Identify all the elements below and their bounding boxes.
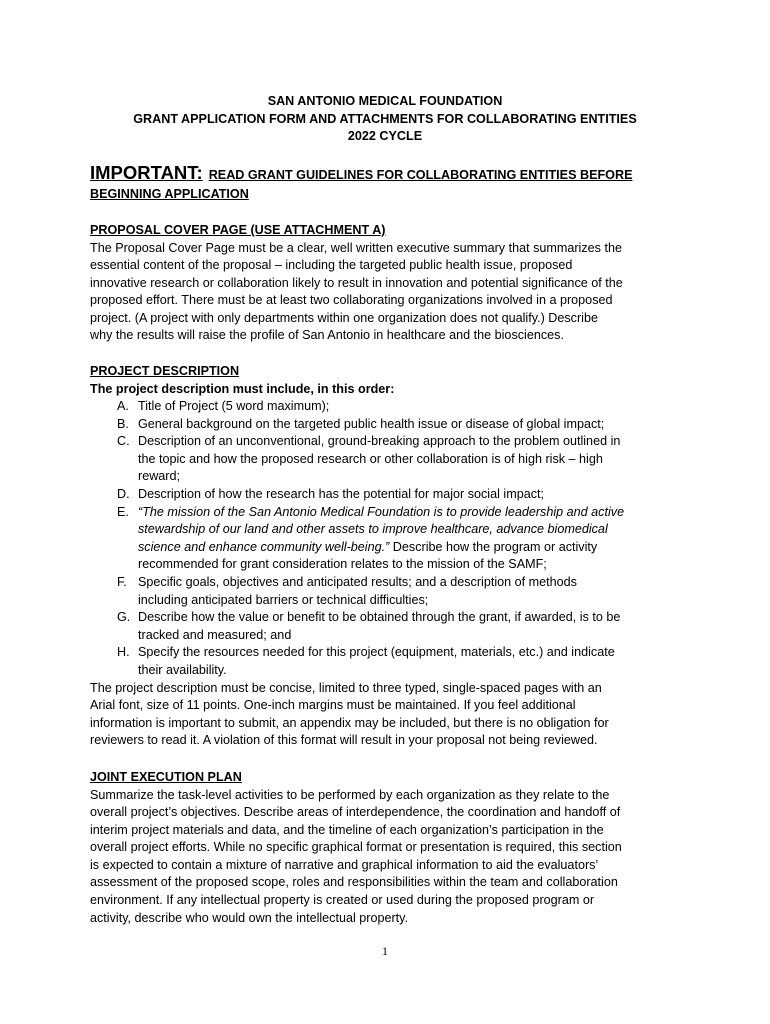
mission-quote-line: “The mission of the San Antonio Medical Foundation is to provide leadership and active <box>138 504 625 519</box>
closing-line: information is important to submit, an appendix may be included, but there is no obligation for <box>90 715 609 730</box>
closing-line: The project description must be concise, limited to three typed, single-spaced pages with an <box>90 680 602 695</box>
cover-page-line: project. (A project with only departments within one organization does not qualify.) Describe <box>90 310 598 325</box>
important-text-line1: READ GRANT GUIDELINES FOR COLLABORATING ENTITIES BEFORE <box>208 168 633 182</box>
list-item-line: Title of Project (5 word maximum); <box>138 399 330 414</box>
list-marker: G. <box>117 610 131 625</box>
cover-page-line: why the results will raise the profile of San Antonio in healthcare and the biosciences. <box>90 328 564 343</box>
list-item <box>90 433 690 486</box>
cover-page-line: essential content of the proposal – including the targeted public health issue, proposed <box>90 258 573 273</box>
closing-line: reviewers to read it. A violation of this format will result in your proposal not being reviewed. <box>90 733 598 748</box>
project-description-subtitle: The project description must include, in this order: <box>90 381 395 396</box>
list-item <box>90 574 690 609</box>
header-cycle: 2022 CYCLE <box>347 129 423 143</box>
header-org-name: SAN ANTONIO MEDICAL FOUNDATION <box>267 94 503 108</box>
list-item-line: reward; <box>138 469 180 484</box>
list-item-line: Describe how the program or activity <box>389 539 598 554</box>
list-item-line: Description of an unconventional, ground-breaking approach to the problem outlined in <box>138 434 621 449</box>
cover-page-line: proposed effort. There must be at least two collaborating organizations involved in a proposed <box>90 293 613 308</box>
header-form-title: GRANT APPLICATION FORM AND ATTACHMENTS FOR COLLABORATING ENTITIES <box>133 111 637 126</box>
list-marker: F. <box>117 575 127 590</box>
joint-plan-line: environment. If any intellectual property is created or used during the proposed program or <box>90 893 595 908</box>
joint-plan-title: JOINT EXECUTION PLAN <box>90 770 242 784</box>
joint-plan-section <box>90 769 690 927</box>
project-description-section <box>90 363 690 750</box>
joint-plan-line: overall project’s objectives. Describe areas of interdependence, the coordination and handoff of <box>90 805 621 820</box>
joint-plan-line: overall project efforts. While no specific graphical format or presentation is required, this section <box>90 840 622 855</box>
cover-page-line: innovative research or collaboration likely to result in innovation and potential significance of the <box>90 275 623 290</box>
important-label: IMPORTANT: <box>90 162 203 183</box>
joint-plan-line: assessment of the proposed scope, roles and responsibilities within the team and collaboration <box>90 875 618 890</box>
list-item-line: Specify the resources needed for this project (equipment, materials, etc.) and indicate <box>138 645 615 660</box>
list-item <box>90 609 690 644</box>
list-item-line: General background on the targeted public health issue or disease of global impact; <box>138 416 605 431</box>
list-item-line: their availability. <box>138 663 227 677</box>
mission-quote-line: stewardship of our land and other assets to improve healthcare, advance biomedical <box>138 522 608 537</box>
page-number: 1 <box>382 944 388 958</box>
list-item <box>90 398 690 416</box>
list-item-line: Description of how the research has the potential for major social impact; <box>138 487 544 502</box>
important-notice <box>90 163 690 204</box>
list-marker: C. <box>117 434 130 449</box>
list-item-mission <box>90 504 690 574</box>
joint-plan-line: is expected to contain a mixture of narrative and graphical information to aid the evaluators’ <box>90 857 599 872</box>
closing-line: Arial font, size of 11 points. One-inch margins must be maintained. If you feel additional <box>90 698 576 713</box>
list-marker: H. <box>117 645 130 660</box>
cover-page-title: PROPOSAL COVER PAGE (USE ATTACHMENT A) <box>90 223 386 237</box>
list-marker: B. <box>117 416 129 431</box>
list-item-line: tracked and measured; and <box>138 627 292 642</box>
cover-page-line: The Proposal Cover Page must be a clear, well written executive summary that summarizes the <box>90 240 622 255</box>
list-marker: E. <box>117 504 129 519</box>
list-item <box>90 416 690 434</box>
joint-plan-line: activity, describe who would own the intellectual property. <box>90 910 409 925</box>
joint-plan-line: Summarize the task-level activities to be performed by each organization as they relate to the <box>90 787 610 802</box>
document-header <box>90 93 680 146</box>
cover-page-section <box>90 222 690 345</box>
list-item-line: Specific goals, objectives and anticipated results; and a description of methods <box>138 575 577 590</box>
list-item-line: including anticipated barriers or technical difficulties; <box>138 592 429 607</box>
joint-plan-line: interim project materials and data, and the timeline of each organization’s participation in the <box>90 822 604 837</box>
mission-quote-line: science and enhance community well-being.” <box>138 539 390 554</box>
project-description-title: PROJECT DESCRIPTION <box>90 364 240 378</box>
list-marker: A. <box>117 399 129 414</box>
list-item <box>90 486 690 504</box>
list-marker: D. <box>117 487 130 502</box>
list-item-line: recommended for grant consideration relates to the mission of the SAMF; <box>138 557 547 572</box>
list-item <box>90 644 690 679</box>
list-item-line: Describe how the value or benefit to be obtained through the grant, if awarded, is to be <box>138 610 621 625</box>
important-text-line2: BEGINNING APPLICATION <box>90 187 249 201</box>
list-item-line: the topic and how the proposed research or other collaboration is of high risk – high <box>138 451 603 466</box>
